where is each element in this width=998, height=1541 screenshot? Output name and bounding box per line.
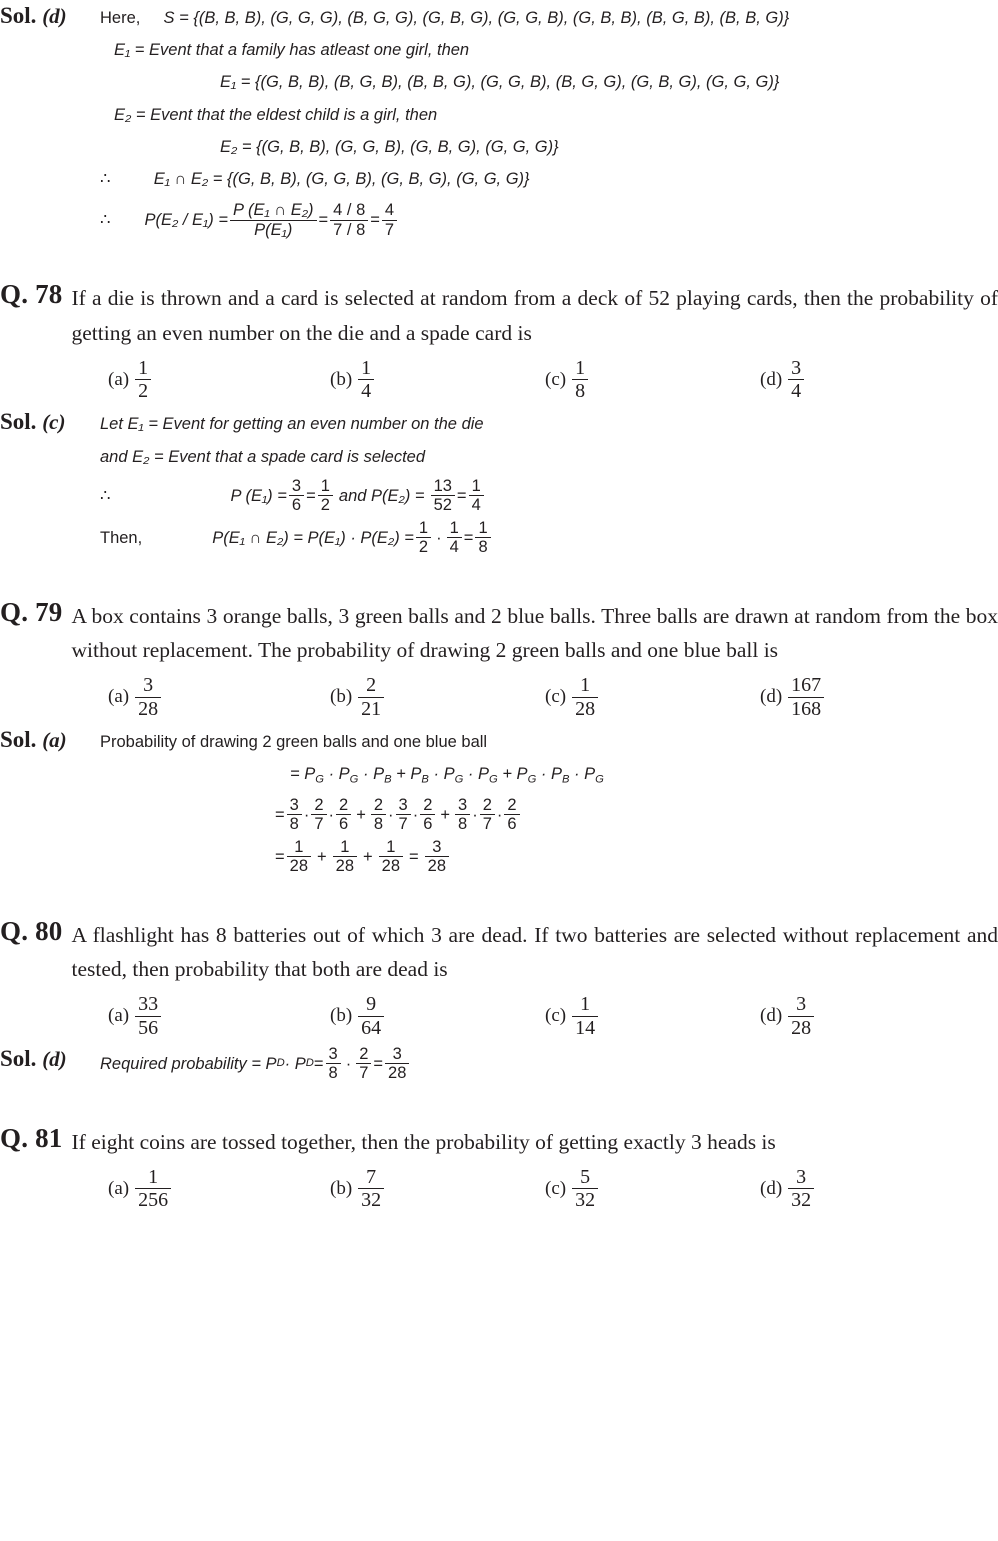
sol79-f7: [455, 796, 470, 834]
option-fraction: [572, 993, 598, 1039]
sol77-fraction-1: [230, 201, 317, 239]
option-label: (b): [330, 686, 353, 708]
multiply-dot: ·: [345, 1054, 352, 1073]
numerator: 1: [361, 356, 372, 379]
denominator: 4: [788, 379, 804, 402]
denominator: 32: [788, 1188, 814, 1211]
numerator: 3: [291, 476, 302, 495]
option-label: (b): [330, 1177, 353, 1199]
denominator: 4: [469, 495, 484, 514]
denominator: 28: [379, 856, 403, 875]
question-80-text: A flashlight has 8 batteries out of which 3 are dead. If two batteries are selected without replacement and tested, then probability that both are dead is: [71, 922, 998, 982]
numerator: 2: [359, 1045, 369, 1063]
numerator: 13: [433, 476, 452, 495]
question-80: [0, 916, 998, 1039]
sol77-line-7: [100, 201, 998, 239]
operator: ·: [388, 805, 394, 824]
option-78-d[interactable]: [760, 357, 806, 403]
denominator: 7: [480, 814, 495, 833]
numerator: 1: [138, 356, 149, 379]
option-fraction: [135, 1166, 171, 1212]
option-label: (c): [545, 1005, 567, 1027]
sol79-line-2: [100, 758, 998, 791]
numerator: 1: [148, 1165, 159, 1188]
question-number: 81: [35, 1122, 63, 1153]
denominator: 8: [475, 537, 490, 556]
option-label: (c): [545, 368, 567, 390]
numerator: 1: [418, 518, 429, 537]
sol-word: Sol.: [0, 1046, 37, 1071]
option-label: (b): [330, 1005, 353, 1027]
option-78-a[interactable]: [108, 357, 330, 403]
equals-sign: =: [318, 210, 329, 229]
option-79-b[interactable]: [330, 674, 545, 720]
option-80-c[interactable]: [545, 993, 760, 1039]
operator: +: [317, 847, 327, 866]
denominator: P(E₁): [230, 220, 317, 239]
solution-answer-78: (c): [42, 410, 66, 435]
sol78-fraction-1: [289, 477, 304, 515]
sol-word: Sol.: [0, 409, 37, 435]
numerator: 2: [373, 795, 384, 814]
denominator: 7: [356, 1063, 371, 1082]
question-81-label: [0, 1123, 72, 1154]
numerator: 3: [398, 795, 408, 814]
sol78-e1-definition: Let E₁ = Event for getting an even number on the die: [100, 415, 484, 434]
sol-word: Sol.: [0, 3, 37, 28]
sol77-line1-lead: Here,: [100, 9, 141, 27]
sol79-f6: [420, 796, 435, 834]
sol78-pe2-lhs: and P(E₂) =: [338, 486, 425, 505]
then-word: Then,: [100, 528, 143, 547]
numerator: 1: [340, 837, 350, 856]
denominator: 28: [135, 697, 161, 720]
solution-block-79: [0, 726, 998, 876]
sol-word: Sol.: [0, 727, 37, 753]
denominator: 7: [396, 814, 411, 833]
sol78-fraction-5: [416, 519, 431, 557]
denominator: 56: [135, 1016, 161, 1039]
denominator: 8: [572, 379, 588, 402]
sol78-fraction-2: [318, 477, 333, 515]
numerator: 3: [432, 837, 442, 856]
denominator: 28: [287, 856, 311, 875]
option-label: (a): [108, 1177, 130, 1199]
numerator: 3: [392, 1045, 402, 1063]
sol78-fraction-3: [431, 477, 455, 515]
sol80-lhs: Required probability = P: [100, 1054, 277, 1073]
denominator: 32: [572, 1188, 598, 1211]
sol78-line-3: [100, 477, 998, 515]
numerator: 2: [314, 795, 324, 814]
solution-body-80: [100, 1045, 998, 1083]
option-fraction: [788, 993, 814, 1039]
solution-body-77: [100, 2, 998, 239]
operator: ·: [496, 805, 503, 824]
numerator: 4 / 8: [333, 201, 366, 220]
numerator: 1: [294, 837, 304, 856]
sol77-e1-definition: E₁ = Event that a family has atleast one girl, then: [114, 41, 470, 60]
option-80-d[interactable]: [760, 993, 816, 1039]
option-fraction: [358, 993, 384, 1039]
numerator: 5: [580, 1165, 591, 1188]
numerator: 1: [320, 476, 330, 495]
operator: +: [356, 805, 366, 824]
option-fraction: [788, 674, 824, 720]
solution-label-77: [0, 2, 100, 29]
denominator: 2: [318, 495, 333, 514]
question-79-label: [0, 597, 72, 628]
option-label: (d): [760, 686, 783, 708]
option-label: (b): [330, 368, 353, 390]
question-78: [0, 279, 998, 402]
question-80-options: [0, 993, 998, 1039]
denominator: 8: [287, 814, 302, 833]
question-81: [0, 1123, 998, 1212]
spacer: [0, 876, 998, 916]
sol79-line-3: [100, 796, 998, 834]
sol79-f3: [336, 796, 351, 834]
sol77-sample-space: S = {(B, B, B), (G, G, G), (B, G, G), (G, B, G), (G, G, B), (G, B, B), (B, G, B), (B, B, G)}: [163, 9, 790, 27]
sol80-f1: [326, 1045, 341, 1083]
option-label: (a): [108, 686, 130, 708]
therefore-symbol: ∴: [100, 210, 111, 229]
option-fraction: [358, 357, 374, 403]
equals-sign: =: [275, 805, 285, 824]
denominator: 28: [788, 1016, 814, 1039]
numerator: 9: [366, 993, 377, 1016]
numerator: 1: [575, 356, 586, 379]
numerator: 3: [796, 993, 807, 1016]
denominator: 2: [416, 537, 431, 556]
sol77-line-1: [100, 2, 998, 34]
option-label: (c): [545, 686, 567, 708]
denominator: 28: [425, 856, 449, 875]
option-fraction: [788, 1166, 814, 1212]
sol79-f10: [287, 838, 311, 876]
denominator: 21: [358, 697, 384, 720]
denominator: 14: [572, 1016, 598, 1039]
option-label: (a): [108, 368, 130, 390]
numerator: 1: [580, 674, 591, 697]
document-page: [0, 2, 998, 1541]
denominator: 6: [504, 814, 519, 833]
sol78-line-4: [100, 519, 998, 557]
option-fraction: [135, 993, 161, 1039]
therefore-symbol: ∴: [100, 486, 111, 505]
equals-sign: =: [373, 1054, 384, 1073]
operator: ·: [328, 805, 335, 824]
option-fraction: [572, 674, 598, 720]
option-label: (d): [760, 1177, 783, 1199]
question-78-text: If a die is thrown and a card is selected at random from a deck of 52 playing cards, then the probability of getting an even number on the die and a spade card is: [71, 285, 998, 345]
denominator: 7 / 8: [330, 220, 368, 239]
equals-sign: =: [370, 210, 380, 229]
option-label: (d): [760, 368, 783, 390]
solution-label-80: [0, 1045, 100, 1072]
question-78-row: [0, 279, 998, 351]
q-prefix: Q.: [0, 278, 29, 309]
sol80-f2: [356, 1045, 371, 1083]
subscript: D: [305, 1057, 314, 1070]
option-fraction: [358, 1166, 384, 1212]
sol79-line-1: [100, 726, 998, 758]
denominator: 4: [447, 537, 462, 556]
sol79-f11: [333, 838, 357, 876]
denominator: 8: [455, 814, 470, 833]
sol78-pe1-lhs: P (E₁) =: [230, 486, 287, 505]
numerator: 3: [791, 356, 802, 379]
sol79-f12: [379, 838, 403, 876]
option-fraction: [572, 1166, 598, 1212]
numerator: 1: [478, 518, 488, 537]
sol79-f9: [504, 796, 519, 834]
numerator: 3: [458, 795, 468, 814]
option-fraction: [358, 674, 384, 720]
question-78-options: [0, 357, 998, 403]
question-80-row: [0, 916, 998, 988]
sol77-line-2: [100, 34, 998, 66]
option-fraction: [572, 357, 588, 403]
sol79-product-expansion: = $P_G \cdot P_G \cdot P_B + P_B \cdot P_G \cdot P_G + P_G \cdot P_B \cdot P_G$: [290, 765, 604, 786]
sol77-fraction-3: [382, 201, 397, 239]
sol78-fraction-4: [469, 477, 484, 515]
sol80-line-1: [100, 1045, 998, 1083]
sol78-product-lhs: P(E₁ ∩ E₂) = P(E₁) · P(E₂) =: [212, 528, 414, 547]
sol80-f3: [385, 1045, 409, 1083]
question-79-text: A box contains 3 orange balls, 3 green balls and 2 blue balls. Three balls are drawn at random from the box without replacement. The probability of drawing 2 green balls and one blue ball is: [71, 603, 998, 663]
sol79-f2: [311, 796, 326, 834]
sol80-mid: · P: [284, 1054, 306, 1073]
denominator: 8: [326, 1063, 341, 1082]
sol78-line-2: [100, 441, 998, 473]
spacer: [0, 239, 998, 279]
sol77-line-5: [100, 131, 998, 163]
option-78-c[interactable]: [545, 357, 760, 403]
equals-sign: =: [306, 486, 316, 505]
question-81-options: [0, 1166, 998, 1212]
option-81-a[interactable]: [108, 1166, 330, 1212]
numerator: 1: [580, 993, 591, 1016]
equals-sign: =: [456, 486, 467, 505]
option-79-d[interactable]: [760, 674, 826, 720]
sol78-e2-definition: and E₂ = Event that a spade card is selected: [100, 447, 426, 466]
option-78-b[interactable]: [330, 357, 545, 403]
option-81-d[interactable]: [760, 1166, 816, 1212]
spacer: [0, 557, 998, 597]
operator: ·: [412, 805, 419, 824]
denominator: 7: [382, 220, 397, 239]
operator: +: [440, 805, 451, 824]
sol78-line-1: [100, 408, 998, 440]
question-number: 79: [35, 596, 63, 627]
sol79-f8: [480, 796, 495, 834]
numerator: 3: [328, 1045, 338, 1063]
numerator: 3: [143, 674, 154, 697]
denominator: 6: [289, 495, 304, 514]
denominator: 52: [431, 495, 455, 514]
therefore-symbol: ∴: [100, 169, 111, 188]
denominator: 28: [385, 1063, 409, 1082]
sol77-fraction-2: [330, 201, 368, 239]
denominator: 2: [135, 379, 151, 402]
question-78-label: [0, 279, 72, 310]
solution-answer-79: (a): [42, 728, 67, 753]
sol77-e2-set: E₂ = {(G, B, B), (G, G, B), (G, B, G), (G, G, G)}: [220, 137, 559, 156]
question-81-row: [0, 1123, 998, 1160]
denominator: 168: [788, 697, 824, 720]
numerator: 2: [423, 795, 433, 814]
option-label: (d): [760, 1005, 783, 1027]
sol79-f5: [396, 796, 411, 834]
q-prefix: Q.: [0, 596, 29, 627]
sol79-line-4: [100, 838, 998, 876]
sol79-f1: [287, 796, 302, 834]
operator: ·: [472, 805, 478, 824]
numerator: 1: [386, 837, 396, 856]
option-fraction: [135, 674, 161, 720]
sol77-line-4: [100, 99, 998, 131]
subscript: D: [276, 1057, 285, 1070]
question-79-options: [0, 674, 998, 720]
numerator: 33: [138, 993, 159, 1016]
sol77-conditional-lhs: P(E₂ / E₁) =: [144, 210, 228, 229]
numerator: 3: [796, 1165, 807, 1188]
option-label: (c): [545, 1177, 567, 1199]
sol77-line-3: [100, 66, 998, 98]
equals-sign: =: [275, 847, 285, 866]
denominator: 28: [333, 856, 357, 875]
question-81-text: If eight coins are tossed together, then the probability of getting exactly 3 heads is: [71, 1129, 776, 1154]
numerator: 167: [791, 674, 822, 697]
equals-sign: =: [463, 528, 474, 547]
question-number: 78: [35, 278, 63, 309]
option-79-c[interactable]: [545, 674, 760, 720]
option-fraction: [135, 357, 151, 403]
option-81-c[interactable]: [545, 1166, 760, 1212]
q-prefix: Q.: [0, 1122, 29, 1153]
numerator: 3: [289, 795, 299, 814]
spacer: [0, 1083, 998, 1123]
equals-sign: =: [313, 1054, 324, 1073]
solution-label-79: [0, 726, 100, 753]
question-79-row: [0, 597, 998, 669]
sol79-f13: [425, 838, 449, 876]
denominator: 28: [572, 697, 598, 720]
solution-answer-80: (d): [42, 1047, 67, 1071]
denominator: 7: [311, 814, 326, 833]
denominator: 8: [371, 814, 386, 833]
numerator: 1: [449, 518, 459, 537]
denominator: 6: [420, 814, 435, 833]
option-fraction: [788, 357, 804, 403]
sol78-fraction-6: [447, 519, 462, 557]
option-81-b[interactable]: [330, 1166, 545, 1212]
sol77-e2-definition: E₂ = Event that the eldest child is a girl, then: [114, 105, 438, 124]
sol79-statement: Probability of drawing 2 green balls and one blue ball: [100, 733, 488, 752]
question-79: [0, 597, 998, 720]
numerator: 2: [507, 795, 517, 814]
denominator: 32: [358, 1188, 384, 1211]
numerator: 7: [366, 1165, 377, 1188]
operator: =: [409, 847, 419, 866]
sol79-f4: [371, 796, 386, 834]
denominator: 4: [358, 379, 374, 402]
solution-label-78: [0, 408, 100, 435]
numerator: P (E₁ ∩ E₂): [232, 201, 314, 220]
numerator: 1: [471, 476, 481, 495]
sol77-line-6: [100, 163, 998, 195]
sol78-fraction-7: [475, 519, 490, 557]
numerator: 2: [366, 674, 377, 697]
numerator: 4: [384, 201, 395, 220]
solution-body-79: [100, 726, 998, 876]
operator: ·: [303, 805, 310, 824]
question-80-label: [0, 916, 72, 947]
option-79-a[interactable]: [108, 674, 330, 720]
question-number: 80: [35, 915, 63, 946]
sol77-e1-set: E₁ = {(G, B, B), (B, G, B), (B, B, G), (G, G, B), (B, G, G), (G, B, G), (G, G, G)}: [220, 73, 780, 92]
option-80-b[interactable]: [330, 993, 545, 1039]
numerator: 2: [482, 795, 492, 814]
denominator: 64: [358, 1016, 384, 1039]
option-label: (a): [108, 1005, 130, 1027]
operator: +: [363, 847, 373, 866]
q-prefix: Q.: [0, 915, 29, 946]
solution-answer-77: (d): [42, 4, 67, 28]
solution-block-78: [0, 408, 998, 556]
multiply-dot: ·: [436, 528, 442, 547]
numerator: 2: [339, 795, 349, 814]
denominator: 256: [135, 1188, 171, 1211]
solution-block-80: [0, 1045, 998, 1083]
solution-block-77: [0, 2, 998, 239]
denominator: 6: [336, 814, 351, 833]
sol77-intersection: E₁ ∩ E₂ = {(G, B, B), (G, G, B), (G, B, G), (G, G, G)}: [153, 169, 530, 188]
option-80-a[interactable]: [108, 993, 330, 1039]
solution-body-78: [100, 408, 998, 556]
